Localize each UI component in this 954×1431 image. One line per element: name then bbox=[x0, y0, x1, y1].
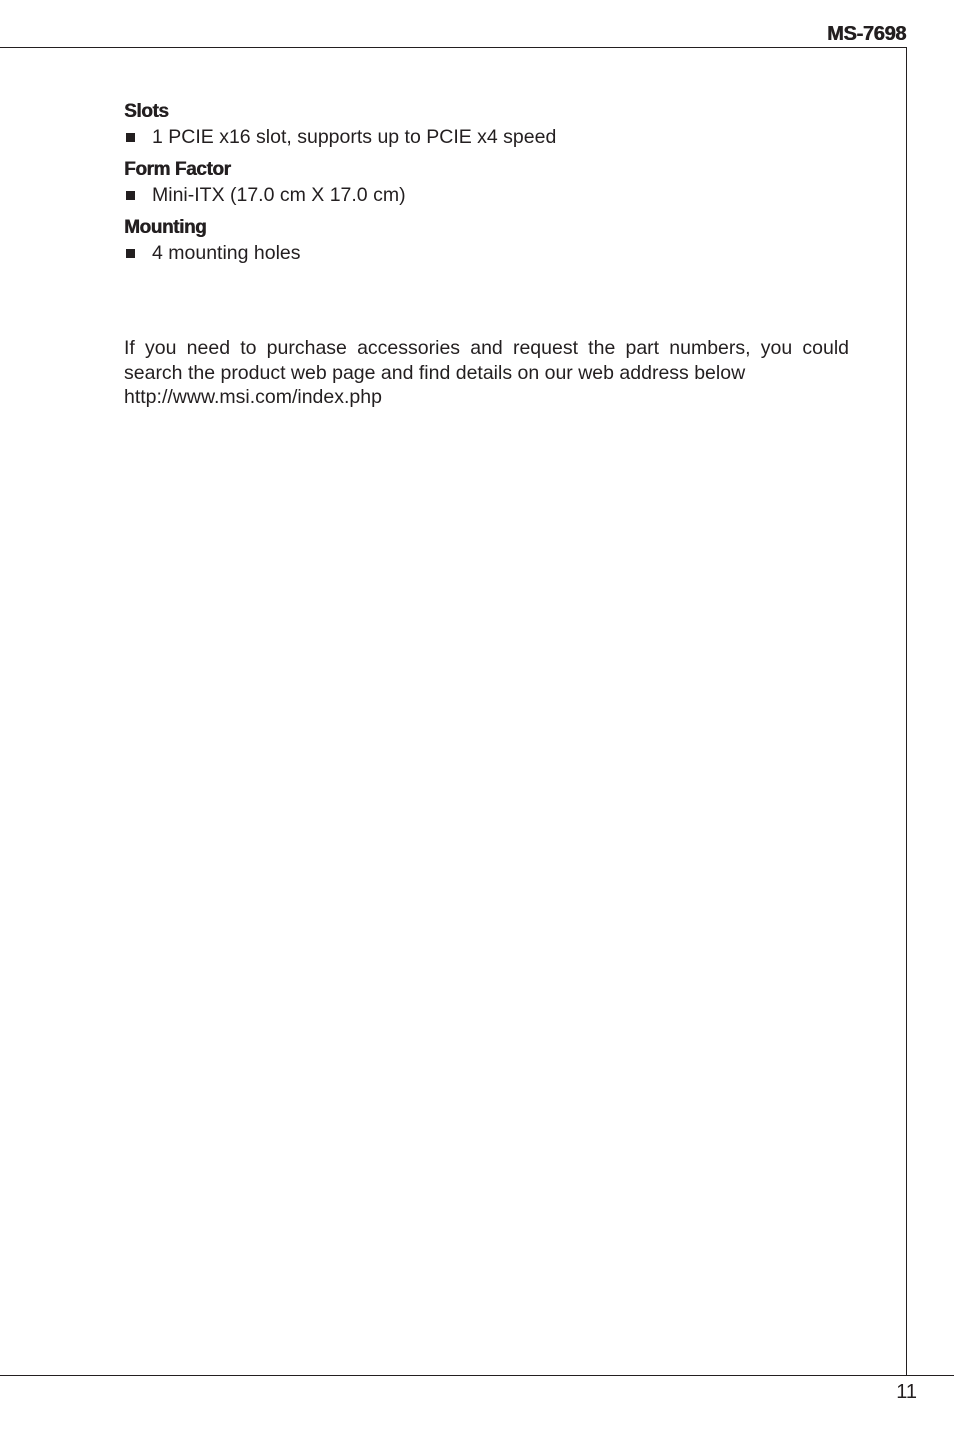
paragraph-line: search the product web page and find details on our web address below bbox=[124, 361, 746, 384]
list-item bbox=[124, 182, 849, 208]
list-item bbox=[124, 124, 849, 150]
square-bullet-icon bbox=[126, 191, 135, 200]
section-mounting bbox=[124, 216, 849, 266]
model-number-header: MS-7698 bbox=[826, 23, 906, 45]
bottom-divider bbox=[0, 1375, 954, 1376]
section-slots bbox=[124, 100, 849, 150]
square-bullet-icon bbox=[126, 249, 135, 258]
accessories-paragraph bbox=[124, 336, 849, 410]
list-item bbox=[124, 240, 849, 266]
list-item-text: Mini-ITX (17.0 cm X 17.0 cm) bbox=[152, 184, 406, 206]
top-divider bbox=[0, 47, 907, 48]
page-number: 11 bbox=[896, 1381, 917, 1403]
list-item-text: 4 mounting holes bbox=[152, 242, 301, 264]
square-bullet-icon bbox=[126, 133, 135, 142]
section-title-form-factor: Form Factor bbox=[124, 159, 231, 180]
section-title-mounting: Mounting bbox=[124, 217, 207, 238]
section-title-slots: Slots bbox=[124, 101, 169, 122]
list-item-text: 1 PCIE x16 slot, supports up to PCIE x4 speed bbox=[152, 126, 557, 148]
right-margin-rule bbox=[906, 47, 907, 1376]
web-address-link[interactable]: http://www.msi.com/index.php bbox=[124, 386, 382, 408]
section-form-factor bbox=[124, 158, 849, 208]
paragraph-line: If you need to purchase accessories and request the part numbers, you could bbox=[124, 337, 849, 359]
page-content bbox=[124, 100, 849, 410]
